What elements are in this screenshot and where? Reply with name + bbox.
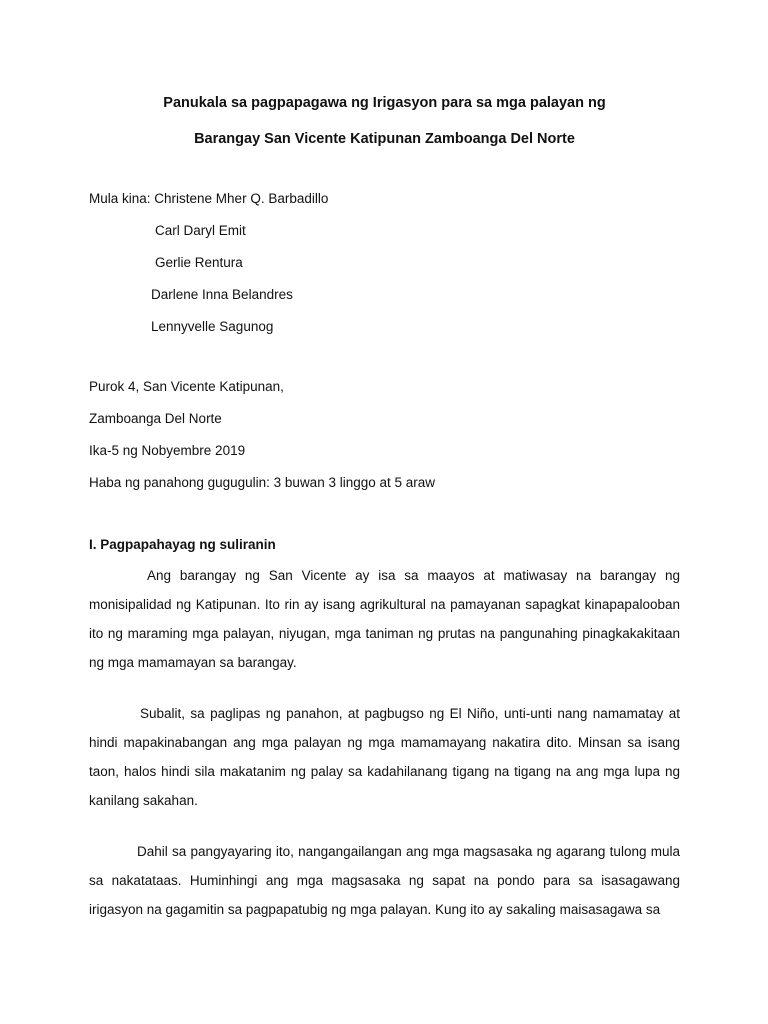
project-duration: Haba ng panahong gugugulin: 3 buwan 3 linggo at 5 araw (89, 475, 436, 490)
document-date: Ika-5 ng Nobyembre 2019 (89, 443, 246, 458)
section-paragraph: Ang barangay ng San Vicente ay isa sa maayos at matiwasay na barangay ng monisipalidad ng Katipunan. Ito rin ay isang agrikultural na pamayanan sapagkat kinapapalooban ito ng maraming mga palayan, niyugan, mga taniman ng prutas na pangunahing pinagkakakitaan ng mga mamamayan sa barangay. (89, 568, 680, 670)
address-line-2: Zamboanga Del Norte (89, 411, 222, 426)
author-name: Carl Daryl Emit (155, 223, 246, 238)
authors-block (89, 183, 680, 343)
author-name: Lennyvelle Sagunog (151, 319, 274, 334)
section-heading: I. Pagpapahayag ng suliranin (89, 537, 276, 552)
author-name: Gerlie Rentura (155, 255, 243, 270)
author-name: Darlene Inna Belandres (151, 287, 293, 302)
address-block (89, 371, 680, 499)
document-title-line-1: Panukala sa pagpapagawa ng Irigasyon para sa mga palayan ng (163, 95, 606, 111)
document-title-line-2: Barangay San Vicente Katipunan Zamboanga Del Norte (194, 131, 575, 147)
section-paragraph: Subalit, sa paglipas ng panahon, at pagbugso ng El Niño, unti-unti nang namamatay at hindi mapakinabangan ang mga palayan ng mga mamamayang nakatira dito. Minsan sa isang taon, halos hindi sila makatanim ng palay sa kadahilanang tigang na tigang na ang mga lupa ng kanilang sakahan. (89, 706, 680, 808)
section-paragraph: Dahil sa pangyayaring ito, nangangailangan ang mga magsasaka ng agarang tulong mula sa nakatataas. Huminhingi ang mga magsasaka ng sapat na pondo para sa isasagawang irigasyon na gagamitin sa pagpapatubig ng mga palayan. Kung ito ay sakaling maisasagawa sa (89, 844, 680, 917)
authors-label-line: Mula kina: Christene Mher Q. Barbadillo (89, 191, 329, 206)
address-line-1: Purok 4, San Vicente Katipunan, (89, 379, 284, 394)
